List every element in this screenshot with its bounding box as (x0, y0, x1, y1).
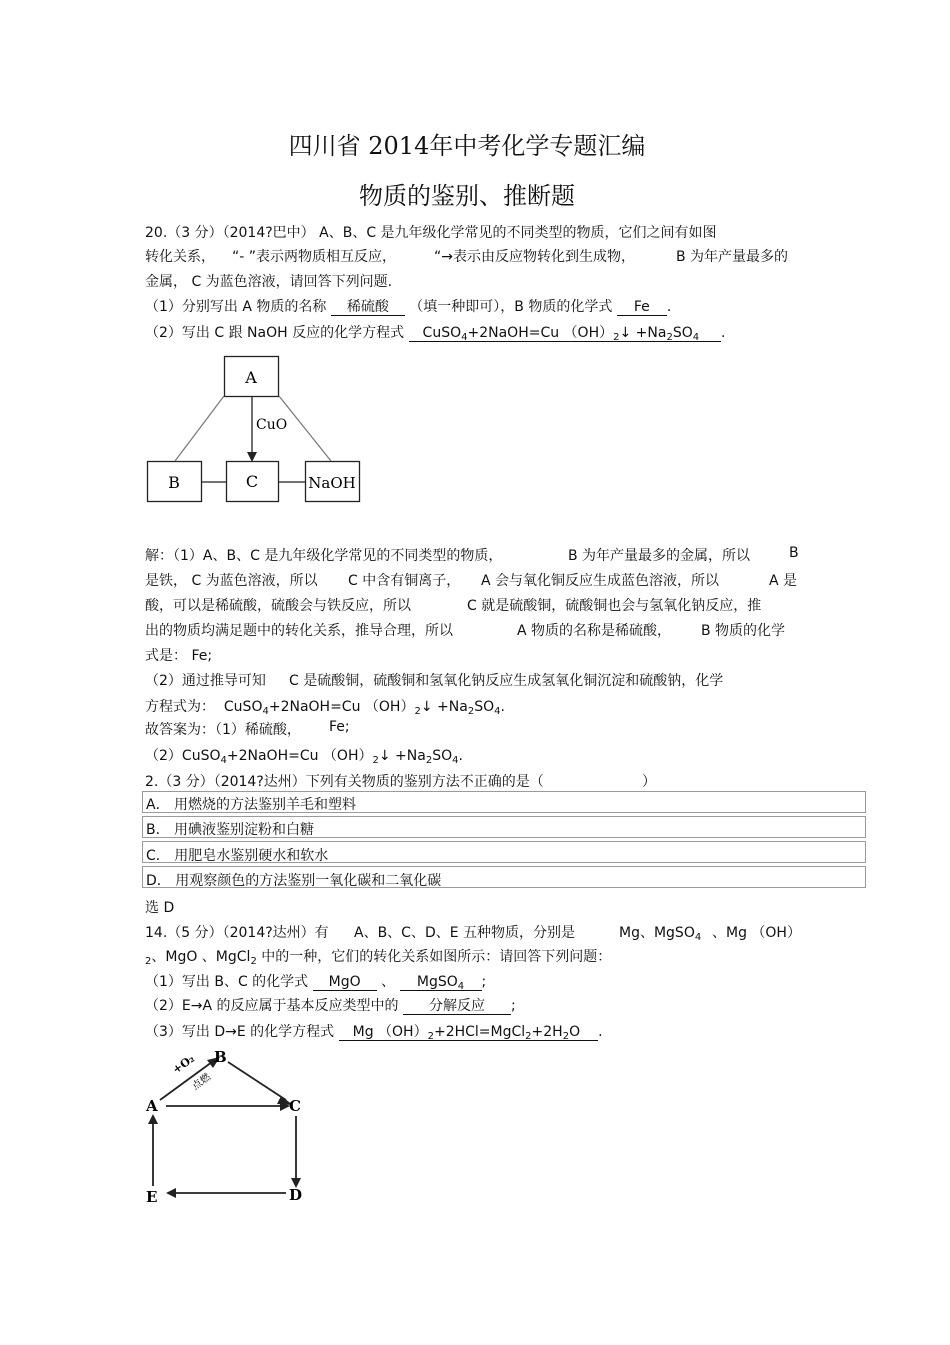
q20-solution-3a: 酸，可以是稀硫酸，硫酸会与铁反应，所以 (145, 598, 411, 614)
q14-intro-1d: 、Mg （OH） (712, 925, 801, 941)
q20-solution-4b: A 物质的名称是稀硫酸， (517, 623, 672, 639)
q20-link-a-b (175, 396, 224, 461)
q20-answer-summary-2: （2）CuSO$_4$+2NaOH=Cu $(OH)_2↓ +Na_2SO_4$. (145, 748, 463, 766)
q20-part1: （1）分别写出 A 物质的名称 稀硫酸 （填一种即可），B 物质的化学式 Fe . (145, 299, 672, 315)
q14-node-e: E (146, 1188, 158, 1206)
q20-solution-4c: B 物质的化学 (701, 623, 786, 639)
q20-label-b: B (168, 473, 180, 492)
q2-option-c: C． 用肥皂水鉴别硬水和软水 (146, 848, 329, 864)
q20-answer-b-formula: Fe (617, 299, 667, 316)
q20-solution-1c: B (789, 545, 799, 561)
q14-intro-1a: 14.（5 分）（2014?达州）有 (145, 925, 329, 941)
q20-part2: （2）写出 C 跟 NaOH 反应的化学方程式 CuSO$_4$+2NaOH=Cu $(OH)_2↓ +Na_2SO_4$ . (145, 325, 726, 343)
q20-solution-2b: C 中含有铜离子， (348, 573, 461, 589)
q14-part3: （3）写出 D→E 的化学方程式 Mg $(OH)_2+2HCl=MgCl_2+2H_2O$ . (145, 1024, 603, 1042)
q20-label-naoh: NaOH (308, 474, 356, 492)
q14-node-b: B (214, 1050, 227, 1066)
q20-solution-5: 式是： Fe; (145, 648, 213, 664)
q2-option-a: A． 用燃烧的方法鉴别羊毛和塑料 (146, 797, 357, 813)
q2-option-b: B． 用碘液鉴别淀粉和白糖 (146, 822, 315, 838)
q14-condition-ignite: 点燃 (190, 1071, 213, 1093)
doc-subtitle: 物质的鉴别、推断题 (359, 182, 575, 210)
q20-intro-3: 金属， C 为蓝色溶液，请回答下列问题. (145, 274, 393, 290)
q20-solution-equation: 方程式为： CuSO$_4$+2NaOH=Cu $(OH)_2↓ +Na_2SO_4$. (145, 699, 505, 717)
q20-solution-3b: C 就是硫酸铜，硫酸铜也会与氢氧化钠反应，推 (467, 598, 762, 614)
q14-arrow-b-c (228, 1062, 286, 1100)
q20-conversion-diagram (140, 350, 370, 510)
q20-label-cuo: CuO (256, 417, 288, 433)
q20-arrow-head (247, 452, 257, 462)
q2-stem: 2.（3 分）（2014?达州）下列有关物质的鉴别方法不正确的是（ (145, 774, 544, 790)
q20-intro-1: 20.（3 分）（2014?巴中） A、B、C 是九年级化学常见的不同类型的物质，它们之间有如图 (145, 225, 717, 241)
q14-intro-1c: Mg、MgSO$_4$ (619, 925, 702, 943)
q14-condition-oxygen: +O₂ (170, 1052, 197, 1077)
q2-option-d: D． 用观察颜色的方法鉴别一氧化碳和二氧化碳 (146, 873, 442, 889)
q14-node-c: C (289, 1097, 301, 1115)
q20-answer-summary-1a: 故答案为：（1）稀硫酸， (145, 722, 301, 738)
q20-solution-1b: B 为年产量最多的金属，所以 (568, 548, 751, 564)
q20-solution-6a: （2）通过推导可知 (145, 673, 266, 689)
q14-intro-1b: A、B、C、D、E 五种物质，分别是 (354, 925, 576, 941)
q20-solution-2d: A 是 (769, 573, 798, 589)
q20-solution-2c: A 会与氧化铜反应生成蓝色溶液，所以 (481, 573, 720, 589)
q14-conversion-diagram (140, 1050, 320, 1215)
q14-node-a: A (146, 1097, 158, 1115)
q20-label-a: A (245, 368, 257, 387)
q20-answer-a-name: 稀硫酸 (331, 299, 405, 316)
q14-node-d: D (289, 1186, 303, 1204)
q2-stem-end: ） (642, 774, 656, 790)
q14-part1: （1）写出 B、C 的化学式 MgO 、 MgSO$_4$ ; (145, 974, 487, 992)
q20-solution-6b: C 是硫酸铜，硫酸铜和氢氧化钠反应生成氢氧化铜沉淀和硫酸钠，化学 (289, 673, 724, 689)
q20-solution-4a: 出的物质均满足题中的转化关系，推导合理，所以 (145, 623, 453, 639)
q14-answer-b: MgO (313, 974, 377, 991)
q14-intro-2: $_2$、MgO 、MgCl$_2$ 中的一种，它们的转化关系如图所示：请回答下列问题： (145, 949, 612, 967)
q20-solution-1a: 解：（1）A、B、C 是九年级化学常见的不同类型的物质， (145, 548, 503, 564)
q14-answer-reaction-type: 分解反应 (403, 998, 511, 1015)
q2-answer: 选 D (145, 900, 175, 916)
q14-answer-equation: Mg $(OH)_2+2HCl=MgCl_2+2H_2O$ (339, 1024, 599, 1041)
doc-title: 四川省 2014年中考化学专题汇编 (288, 132, 646, 160)
q20-answer-equation: CuSO$_4$+2NaOH=Cu $(OH)_2↓ +Na_2SO_4$ (409, 325, 721, 342)
q14-answer-c: MgSO$_4$ (400, 974, 482, 991)
q20-answer-summary-1b: Fe; (329, 719, 350, 735)
q20-intro-2b: “- ”表示两物质相互反应， (232, 249, 397, 265)
q20-intro-2d: B 为年产量最多的 (676, 249, 789, 265)
q20-intro-2c: “→表示由反应物转化到生成物， (434, 249, 635, 265)
q20-solution-2a: 是铁， C 为蓝色溶液，所以 (145, 573, 318, 589)
q20-intro-2a: 转化关系， (145, 249, 215, 265)
q20-label-c: C (245, 472, 259, 491)
q14-part2: （2）E→A 的反应属于基本反应类型中的 分解反应 ; (145, 998, 516, 1014)
